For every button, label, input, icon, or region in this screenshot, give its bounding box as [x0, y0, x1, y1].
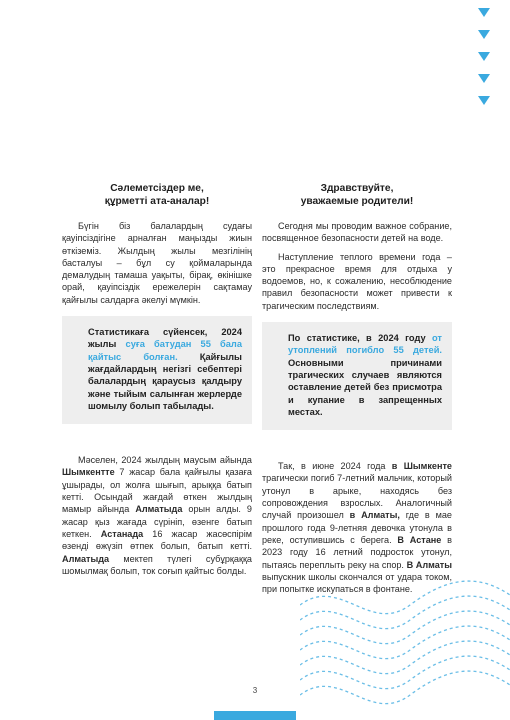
- city-name: В Алматы: [406, 559, 453, 570]
- intro-paragraph: Сегодня мы проводим важное собрание, посвященное безопасности детей на воде.: [262, 221, 452, 244]
- box-text: Основными причинами трагических случаев являются оставление детей без присмотра и купание в запрещенных местах.: [288, 357, 442, 417]
- text-run: трагически погиб 7-летний мальчик, который утонул в арыке, находясь без сопровождения взрослых. Аналогичный случай произошел: [262, 473, 452, 521]
- heading-line: Сәлеметсіздер ме,: [110, 183, 204, 194]
- triangle-decoration-icon: [478, 30, 490, 39]
- page-number: 3: [252, 686, 258, 695]
- triangle-decoration-icon: [478, 52, 490, 61]
- text-run: Мәселен, 2024 жылдың маусым айында: [78, 455, 252, 466]
- heading-line: құрметті ата-аналар!: [104, 196, 210, 207]
- text-run: орын алды. 9 жасар қыз жағада сүрініп, өзенге батып кеткен.: [62, 504, 252, 539]
- russian-column: [262, 182, 452, 595]
- city-name: Алматыда: [135, 504, 183, 515]
- russian-heading: [262, 182, 452, 208]
- box-highlight: суға батудан 55 бала қайтыс болған.: [88, 339, 242, 362]
- city-name: в Алматы,: [349, 510, 400, 521]
- incidents-paragraph: [62, 454, 252, 577]
- text-run: 16 жасар жасөспірім өзенді өжүзіп өтпек болып, батып кетті.: [62, 528, 252, 552]
- box-highlight: от утоплений погибло 55 детей.: [288, 333, 442, 356]
- heading-line: Здравствуйте,: [320, 183, 394, 194]
- city-name: Алматыда: [62, 553, 110, 564]
- text-run: в 2023 году 16 летний подросток утонул, пытаясь переплыть реку на спор.: [262, 534, 452, 570]
- box-text: Қайғылы жағдайлардың негізгі себептері балалардың қараусыз қалдыру және тыйым салынған жерлерде шомылу болып табылады.: [88, 351, 242, 411]
- heading-line: уважаемые родители!: [300, 196, 414, 207]
- box-text: По статистике, в 2024 году: [288, 333, 432, 344]
- kazakh-heading: [62, 182, 252, 208]
- city-name: В Астане: [397, 534, 442, 545]
- footer-accent-bar: [214, 711, 296, 720]
- text-run: 7 жасар бала қайғылы қазаға ұшырады, ол жолға шығып, арыққа батып кетті. Осындай жағдай өткен жылдың мамыр айында: [62, 467, 252, 515]
- text-run: выпускник школы скончался от удара током, при попытке искупаться в фонтане.: [262, 571, 452, 595]
- city-name: в Шымкенте: [391, 461, 452, 472]
- intro-paragraph: Бүгін біз балалардың судағы қауіпсіздігіне арналған маңызды жиын өткіземіз. Жылдың жылы мезгілінің басталуы – бұл су қоймаларында демалудың тамаша уақыты, бірақ, өкінішке орай, қауіпсіздік ережелерін сақтамау қайғылы салдарға әкелуі мүмкін.: [62, 221, 252, 305]
- city-name: Астанада: [100, 528, 144, 539]
- text-run: где в мае прошлого года 9-летняя девочка утонула в реке, оступившись с берега.: [262, 510, 452, 545]
- triangle-decoration-icon: [478, 8, 490, 17]
- statistics-box: [262, 322, 452, 430]
- triangle-decoration-icon: [478, 74, 490, 83]
- kazakh-column: [62, 182, 252, 577]
- text-run: мектеп түлегі субұрқаққа шомылмақ болып, ток соғып қайтыс болды.: [62, 553, 252, 576]
- warning-paragraph: Наступление теплого времени года – это прекрасное время для отдыха у водоемов, но, к сожалению, несоблюдение правил безопасности может привести к трагическим последствиям.: [262, 251, 452, 311]
- statistics-box: [62, 316, 252, 424]
- triangle-decoration-icon: [478, 96, 490, 105]
- city-name: Шымкентте: [62, 467, 115, 478]
- text-run: Так, в июне 2024 года: [278, 461, 392, 472]
- box-text: Статистикаға сүйенсек, 2024 жылы: [88, 327, 242, 350]
